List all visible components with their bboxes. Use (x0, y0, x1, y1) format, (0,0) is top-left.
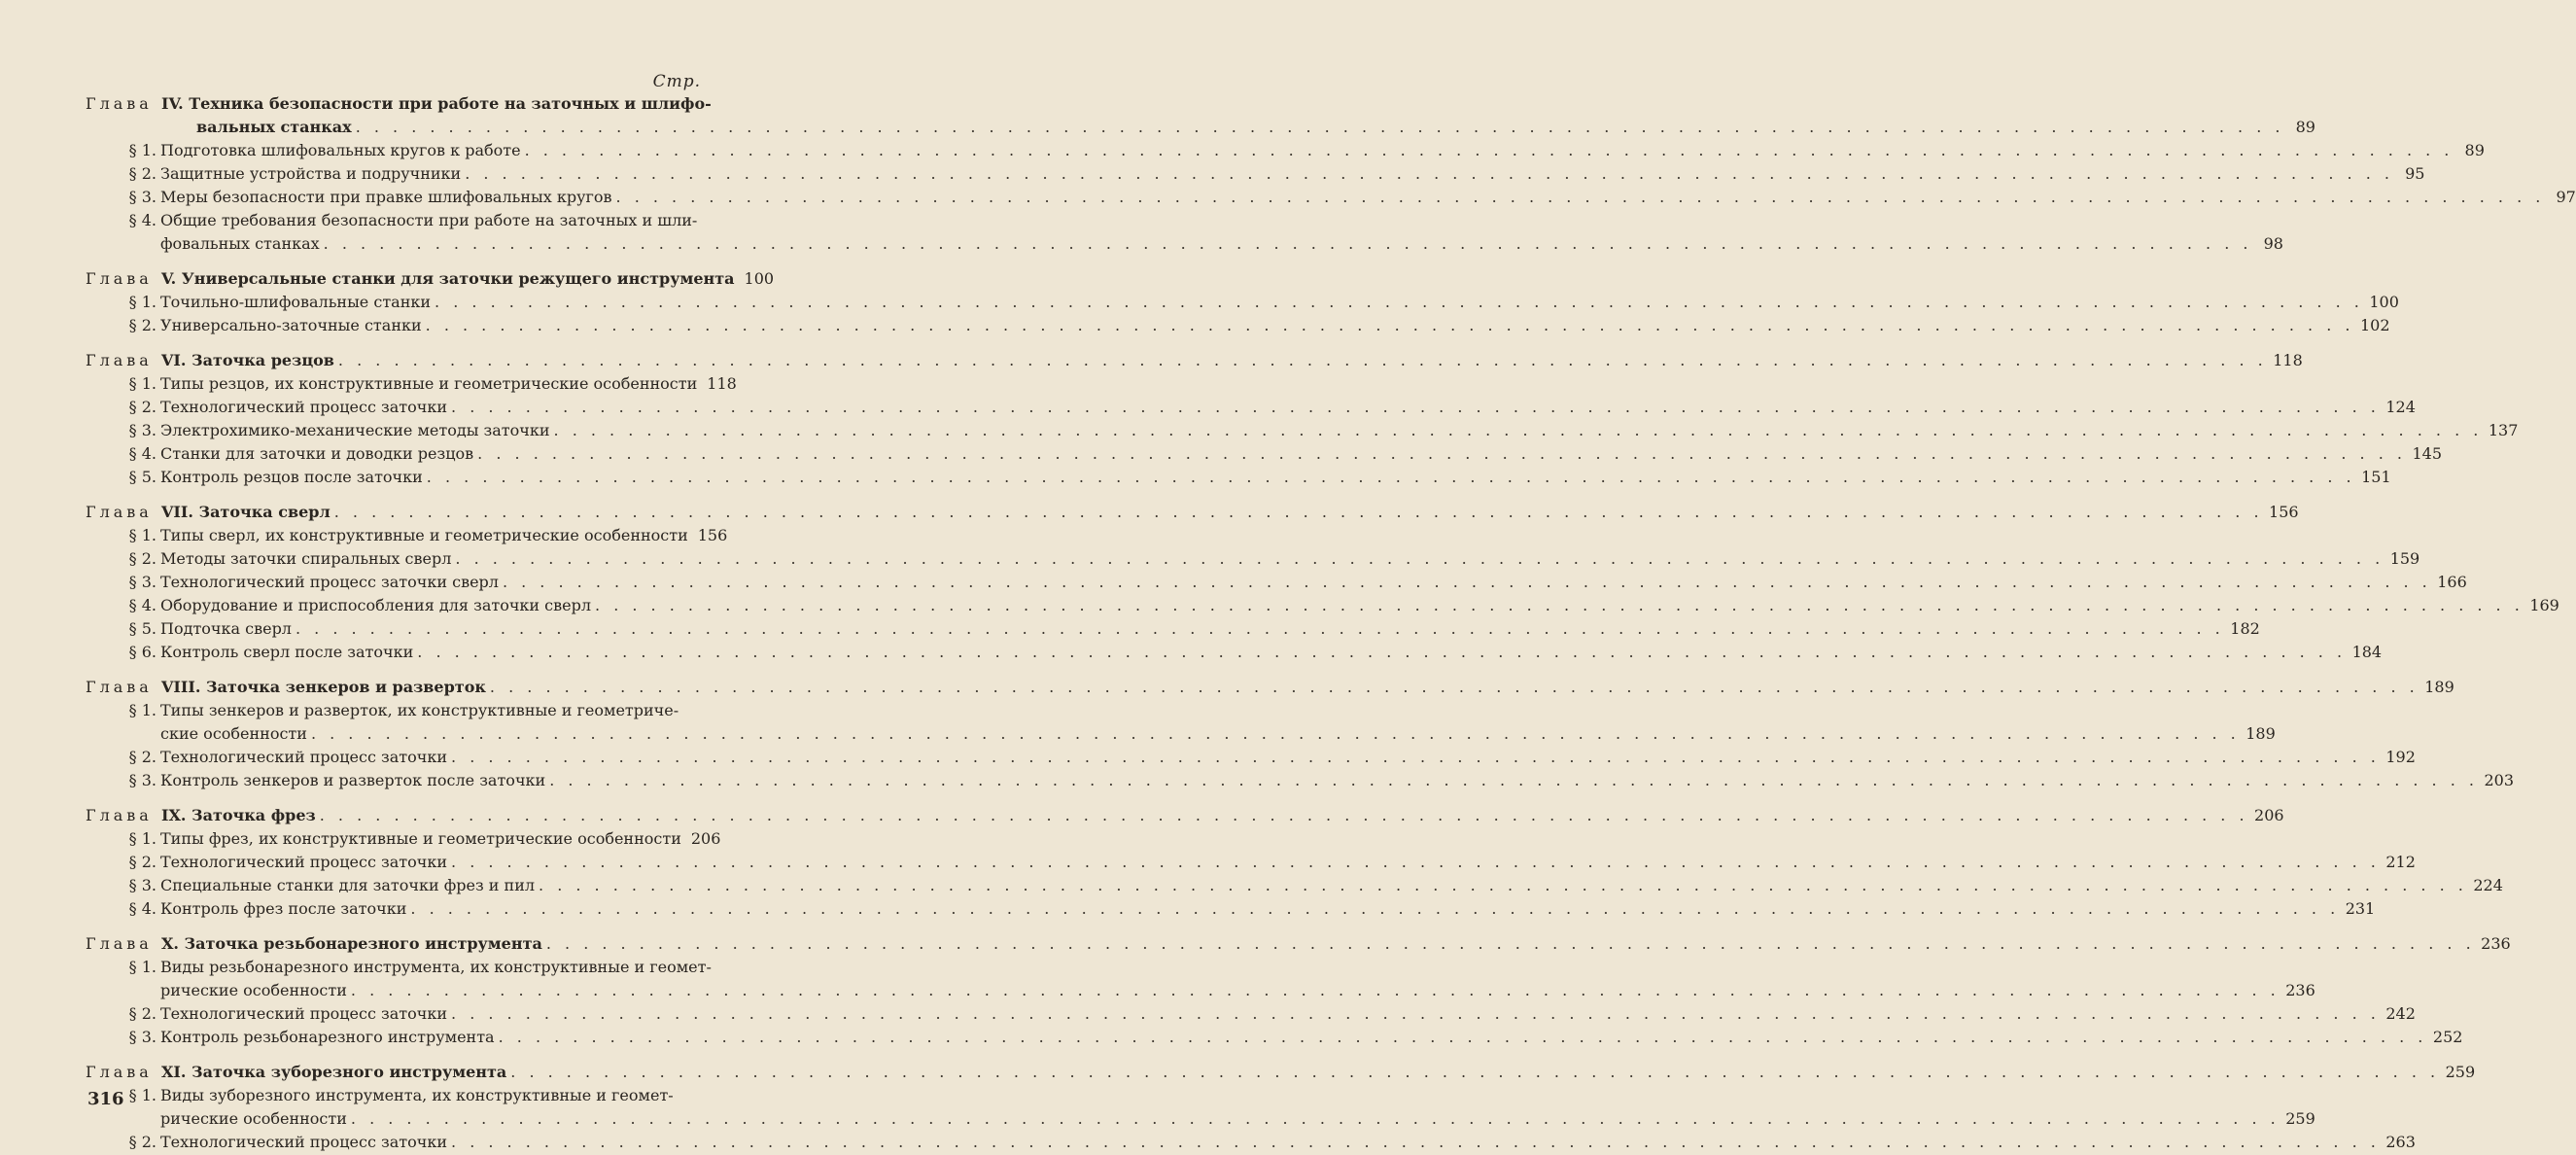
section-entry-cont (0, 232, 2283, 256)
leader-dots (338, 349, 2267, 372)
section-number: § 1. (128, 141, 157, 159)
toc-line (161, 804, 2284, 827)
section-number: § 3. (128, 421, 157, 439)
entry-title: VI. Заточка резцов (161, 351, 334, 369)
leader-dots (451, 851, 2380, 874)
entry-title: Оборудование и приспособления для заточки сверл (160, 596, 592, 614)
section-number: § 3. (128, 771, 157, 789)
toc-line (160, 641, 2383, 664)
page-ref: 89 (2295, 118, 2315, 136)
page-ref: 263 (2385, 1133, 2416, 1151)
chapter-heading (0, 1061, 2476, 1084)
toc-line (196, 116, 2315, 139)
toc-line (160, 186, 2576, 209)
section-number: § 3. (128, 1028, 157, 1046)
chapter-label: Глава (86, 1063, 153, 1081)
section-number: § 2. (128, 549, 157, 568)
page-ref: 206 (690, 829, 721, 848)
entry-title: Защитные устройства и подручники (160, 164, 462, 183)
section-number: § 4. (128, 444, 157, 463)
section-entry (0, 314, 2390, 337)
toc-line (160, 897, 2376, 921)
entry-title: Контроль резцов после заточки (160, 468, 423, 486)
leader-dots (525, 139, 2454, 162)
chapter-label: Глава (86, 351, 153, 369)
section-entry (0, 442, 2443, 466)
entry-title: Типы зенкеров и разверток, их конструктивные и геометриче- (160, 701, 679, 719)
entry-title: Контроль сверл после заточки (160, 643, 414, 661)
section-entry (0, 1002, 2416, 1026)
entry-title: Технологический процесс заточки (160, 1133, 448, 1151)
page-ref: 242 (2385, 1004, 2416, 1023)
leader-dots (351, 979, 2280, 1002)
entry-title: Точильно-шлифовальные станки (160, 293, 432, 311)
page-ref: 184 (2351, 643, 2383, 661)
section-number: § 4. (128, 899, 157, 918)
leader-dots (451, 746, 2380, 769)
entry-title: Специальные станки для заточки фрез и пил (160, 876, 536, 894)
section-entry (0, 372, 737, 396)
entry-title: Контроль фрез после заточки (160, 899, 407, 918)
leader-dots (549, 769, 2478, 792)
section-entry (0, 162, 2425, 186)
page-ref: 95 (2405, 164, 2425, 183)
entry-title: V. Универсальные станки для заточки режущего инструмента (161, 269, 735, 288)
section-number: § 4. (128, 596, 157, 614)
leader-dots (451, 396, 2380, 419)
leader-dots (455, 547, 2384, 571)
leader-dots (427, 466, 2355, 489)
page-number: 316 (87, 1089, 124, 1109)
entry-title: Станки для заточки и доводки резцов (160, 444, 474, 463)
section-entry (0, 139, 2485, 162)
toc-line (160, 699, 703, 722)
table-of-contents (0, 92, 2576, 1154)
toc-line (160, 1002, 2416, 1026)
entry-title: рические особенности (160, 1109, 347, 1128)
section-number: § 1. (128, 701, 157, 719)
toc-line (160, 419, 2519, 442)
toc-line (161, 1061, 2476, 1084)
entry-title: Методы заточки спиральных сверл (160, 549, 452, 568)
toc-line (160, 209, 703, 232)
toc-line (161, 267, 775, 291)
leader-dots (417, 641, 2346, 664)
page-ref: 192 (2385, 748, 2416, 766)
chapter-heading (0, 932, 2511, 956)
section-number: § 1. (128, 958, 157, 976)
page-ref: 145 (2412, 444, 2443, 463)
section-number: § 3. (128, 188, 157, 206)
entry-title: рические особенности (160, 981, 347, 999)
section-number: § 5. (128, 619, 157, 638)
chapter-heading (0, 804, 2284, 827)
section-number: § 3. (128, 573, 157, 591)
section-entry (0, 641, 2383, 664)
page-ref: 169 (2529, 596, 2559, 614)
entry-title: Технологический процесс заточки сверл (160, 573, 499, 591)
chapter-heading-cont (0, 116, 2315, 139)
toc-line (160, 139, 2485, 162)
leader-dots (503, 571, 2431, 594)
toc-line (160, 1084, 703, 1107)
section-number: § 3. (128, 876, 157, 894)
page-ref: 89 (2464, 141, 2485, 159)
toc-line (160, 594, 2559, 617)
section-entry (0, 594, 2559, 617)
entry-title: вальных станках (196, 118, 352, 136)
leader-dots (324, 232, 2252, 256)
entry-title: Контроль резьбонарезного инструмента (160, 1028, 495, 1046)
entry-title: X. Заточка резьбонарезного инструмента (161, 934, 542, 953)
entry-title: Контроль зенкеров и разверток после заточки (160, 771, 546, 789)
page-ref: 189 (2424, 678, 2454, 696)
leader-dots (554, 419, 2483, 442)
toc-line (160, 851, 2416, 874)
page-ref: 259 (2285, 1109, 2315, 1128)
toc-line (160, 442, 2443, 466)
toc-line (161, 92, 712, 116)
leader-dots (426, 314, 2354, 337)
section-entry (0, 466, 2391, 489)
section-number: § 1. (128, 829, 157, 848)
entry-title: ские особенности (160, 724, 307, 743)
section-entry (0, 874, 2503, 897)
toc-line (161, 501, 2299, 524)
page-ref: 98 (2263, 234, 2283, 253)
chapter-heading (0, 676, 2454, 699)
toc-line (160, 979, 2315, 1002)
section-number: § 2. (128, 398, 157, 416)
leader-dots (595, 594, 2524, 617)
section-entry (0, 209, 732, 232)
entry-title: VIII. Заточка зенкеров и разверток (161, 678, 486, 696)
page-ref: 212 (2385, 853, 2416, 871)
section-entry (0, 1026, 2463, 1049)
section-number: § 2. (128, 748, 157, 766)
section-entry (0, 419, 2519, 442)
toc-line (160, 291, 2399, 314)
leader-dots (546, 932, 2475, 956)
page-ref: 224 (2473, 876, 2503, 894)
section-entry (0, 617, 2260, 641)
toc-line (160, 617, 2260, 641)
section-number: § 2. (128, 853, 157, 871)
section-entry (0, 827, 732, 851)
section-entry (0, 571, 2467, 594)
leader-dots (451, 1002, 2380, 1026)
chapter-label: Глава (86, 503, 153, 521)
toc-line (160, 1026, 2463, 1049)
chapter-label: Глава (86, 678, 153, 696)
entry-title: Электрохимико-механические методы заточки (160, 421, 550, 439)
entry-title: Подточка сверл (160, 619, 292, 638)
leader-dots (296, 617, 2224, 641)
chapter-label: Глава (86, 806, 153, 824)
leader-dots (465, 162, 2393, 186)
entry-title: фовальных станках (160, 234, 320, 253)
toc-line (160, 314, 2390, 337)
page-ref: 102 (2359, 316, 2390, 334)
leader-dots (351, 1107, 2280, 1131)
toc-line (160, 827, 721, 851)
page-ref: 118 (707, 374, 737, 393)
leader-dots (451, 1131, 2380, 1154)
page-ref: 252 (2432, 1028, 2463, 1046)
page-ref: 231 (2345, 899, 2376, 918)
entry-title: Виды резьбонарезного инструмента, их конструктивные и геомет- (160, 958, 712, 976)
toc-line (160, 162, 2425, 186)
page-ref: 156 (2269, 503, 2299, 521)
toc-line (160, 571, 2467, 594)
entry-title: Подготовка шлифовальных кругов к работе (160, 141, 521, 159)
section-entry (0, 746, 2416, 769)
page-ref: 124 (2385, 398, 2416, 416)
toc-line (160, 769, 2515, 792)
page-ref: 156 (697, 526, 728, 544)
toc-line (160, 232, 2283, 256)
section-number: § 2. (128, 1004, 157, 1023)
section-entry (0, 396, 2416, 419)
section-number: § 1. (128, 293, 157, 311)
chapter-heading (0, 349, 2303, 372)
section-entry (0, 956, 732, 979)
toc-line (160, 956, 712, 979)
page-ref: 100 (744, 269, 775, 288)
page-ref: 151 (2361, 468, 2391, 486)
section-number: § 6. (128, 643, 157, 661)
toc-line (161, 676, 2454, 699)
leader-dots (477, 442, 2406, 466)
leader-dots (311, 722, 2240, 746)
chapter-heading (0, 92, 732, 116)
section-entry (0, 1131, 2416, 1154)
entry-title: Типы сверл, их конструктивные и геометрические особенности (160, 526, 688, 544)
entry-title: Общие требования безопасности при работе на заточных и шли- (160, 211, 698, 229)
section-entry-cont (0, 722, 2276, 746)
leader-dots (499, 1026, 2427, 1049)
page-ref: 100 (2369, 293, 2399, 311)
toc-line (160, 547, 2420, 571)
section-entry (0, 291, 2399, 314)
leader-dots (510, 1061, 2439, 1084)
section-number: § 2. (128, 316, 157, 334)
section-number: § 5. (128, 468, 157, 486)
entry-title: Универсально-заточные станки (160, 316, 422, 334)
leader-dots (490, 676, 2419, 699)
page-ref: 259 (2445, 1063, 2476, 1081)
section-number: § 1. (128, 526, 157, 544)
section-entry (0, 524, 732, 547)
section-number: § 1. (128, 1086, 157, 1104)
entry-title: Типы фрез, их конструктивные и геометрические особенности (160, 829, 681, 848)
section-entry-cont (0, 979, 2315, 1002)
leader-dots (356, 116, 2284, 139)
section-entry (0, 897, 2376, 921)
entry-title: IX. Заточка фрез (161, 806, 316, 824)
leader-dots (616, 186, 2545, 209)
section-entry (0, 699, 732, 722)
section-entry-cont (0, 1107, 2315, 1131)
section-number: § 2. (128, 164, 157, 183)
page-ref: 236 (2481, 934, 2511, 953)
entry-title: Меры безопасности при правке шлифовальных кругов (160, 188, 612, 206)
leader-dots (334, 501, 2263, 524)
page-ref: 203 (2484, 771, 2515, 789)
section-number: § 4. (128, 211, 157, 229)
toc-line (160, 372, 737, 396)
toc-line (161, 349, 2303, 372)
toc-line (161, 932, 2511, 956)
toc-line (160, 466, 2391, 489)
entry-title: Технологический процесс заточки (160, 398, 448, 416)
leader-dots (410, 897, 2339, 921)
page-ref: 189 (2245, 724, 2276, 743)
page-ref: 137 (2488, 421, 2519, 439)
toc-line (160, 874, 2503, 897)
section-number: § 2. (128, 1133, 157, 1151)
chapter-label: Глава (86, 934, 153, 953)
section-entry (0, 851, 2416, 874)
entry-title: Технологический процесс заточки (160, 748, 448, 766)
toc-line (160, 524, 728, 547)
toc-line (160, 1107, 2315, 1131)
entry-title: XI. Заточка зуборезного инструмента (161, 1063, 507, 1081)
entry-title: Типы резцов, их конструктивные и геометрические особенности (160, 374, 698, 393)
entry-title: Технологический процесс заточки (160, 853, 448, 871)
page-ref: 97 (2556, 188, 2576, 206)
page-ref: 206 (2254, 806, 2284, 824)
leader-dots (435, 291, 2363, 314)
chapter-heading (0, 501, 2299, 524)
entry-title: IV. Техника безопасности при работе на заточных и шлифо- (161, 94, 712, 113)
entry-title: Технологический процесс заточки (160, 1004, 448, 1023)
leader-dots (320, 804, 2248, 827)
chapter-label: Глава (86, 269, 153, 288)
entry-title: Виды зуборезного инструмента, их конструктивные и геомет- (160, 1086, 674, 1104)
page-ref: 118 (2273, 351, 2303, 369)
leader-dots (539, 874, 2467, 897)
page-ref: 182 (2230, 619, 2260, 638)
toc-line (160, 746, 2416, 769)
toc-line (160, 396, 2416, 419)
section-entry (0, 547, 2420, 571)
chapter-label: Глава (86, 94, 153, 113)
toc-line (160, 722, 2276, 746)
page-ref: 159 (2389, 549, 2420, 568)
entry-title: VII. Заточка сверл (161, 503, 331, 521)
toc-line (160, 1131, 2416, 1154)
section-entry (0, 186, 2576, 209)
page-column-header: Стр. (652, 72, 701, 91)
section-number: § 1. (128, 374, 157, 393)
page-ref: 166 (2437, 573, 2467, 591)
chapter-heading (0, 267, 775, 291)
section-entry (0, 769, 2515, 792)
page-ref: 236 (2285, 981, 2315, 999)
